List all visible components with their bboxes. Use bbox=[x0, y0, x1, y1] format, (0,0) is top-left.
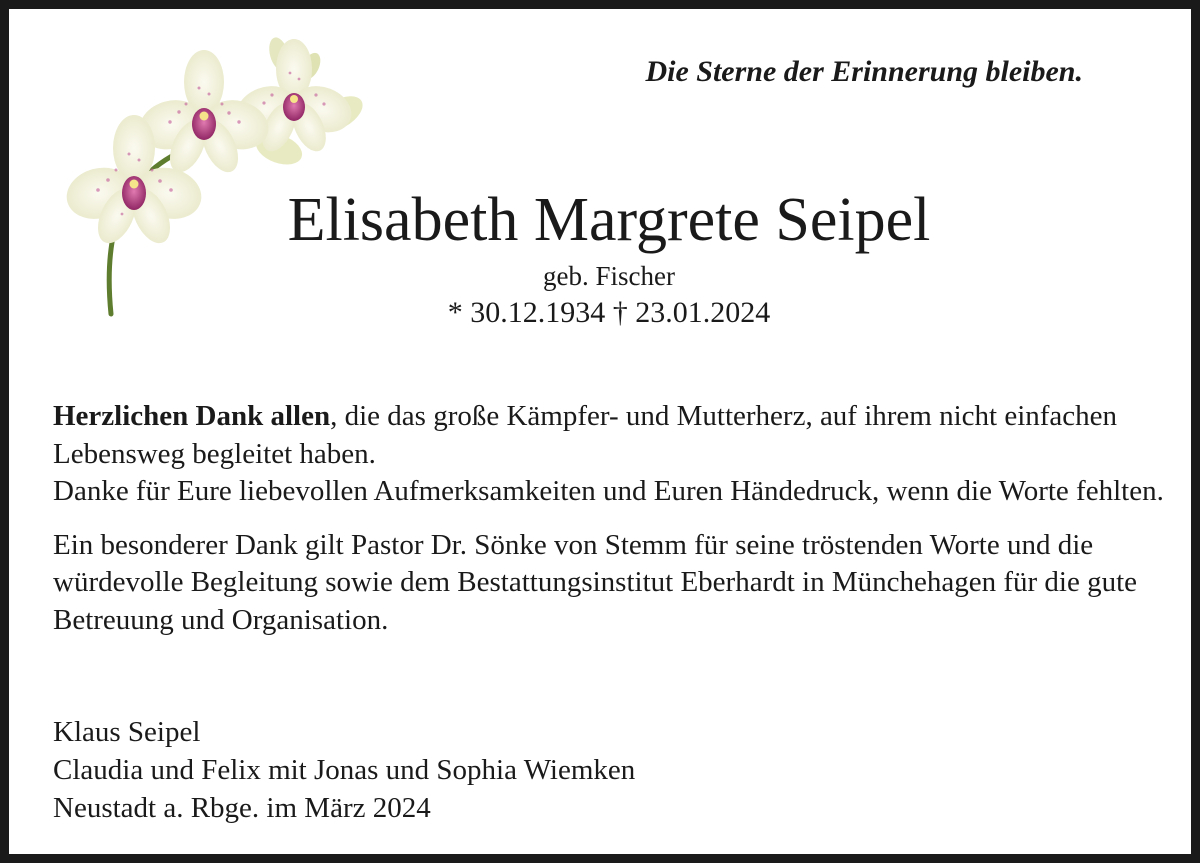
thanks-text bbox=[53, 398, 1173, 639]
motto: Die Sterne der Erinnerung bleiben. bbox=[645, 55, 1083, 88]
deceased-name: Elisabeth Margrete Seipel bbox=[287, 186, 931, 254]
thanks-paragraph-2: Ein besonderer Dank gilt Pastor Dr. Sönke von Stemm für seine tröstenden Worte und die würdevolle Begleitung sowie dem Bestattungsinstitut Eberhardt in Münchehagen für die gute Betreuung und Organisation. bbox=[53, 528, 1138, 636]
place-date-line: Neustadt a. Rbge. im März 2024 bbox=[53, 792, 431, 824]
thanks-paragraph-1-line2: Danke für Eure liebevollen Aufmerksamkeiten und Euren Händedruck, wenn die Worte fehlten. bbox=[53, 475, 1164, 507]
thanks-paragraph-1-text: , die das große Kämpfer- und Mutterherz, auf ihrem nicht einfachen Lebensweg begleitet haben. bbox=[53, 400, 1118, 470]
birth-name: geb. Fischer bbox=[543, 261, 675, 291]
signature-line: Klaus Seipel bbox=[53, 716, 201, 748]
thanks-heading: Herzlichen Dank allen bbox=[53, 400, 331, 432]
life-dates: * 30.12.1934 † 23.01.2024 bbox=[447, 296, 771, 329]
signatures bbox=[53, 713, 635, 827]
thanks-paragraph-1 bbox=[53, 398, 1173, 511]
signature-line: Claudia und Felix mit Jonas und Sophia Wiemken bbox=[53, 754, 636, 786]
